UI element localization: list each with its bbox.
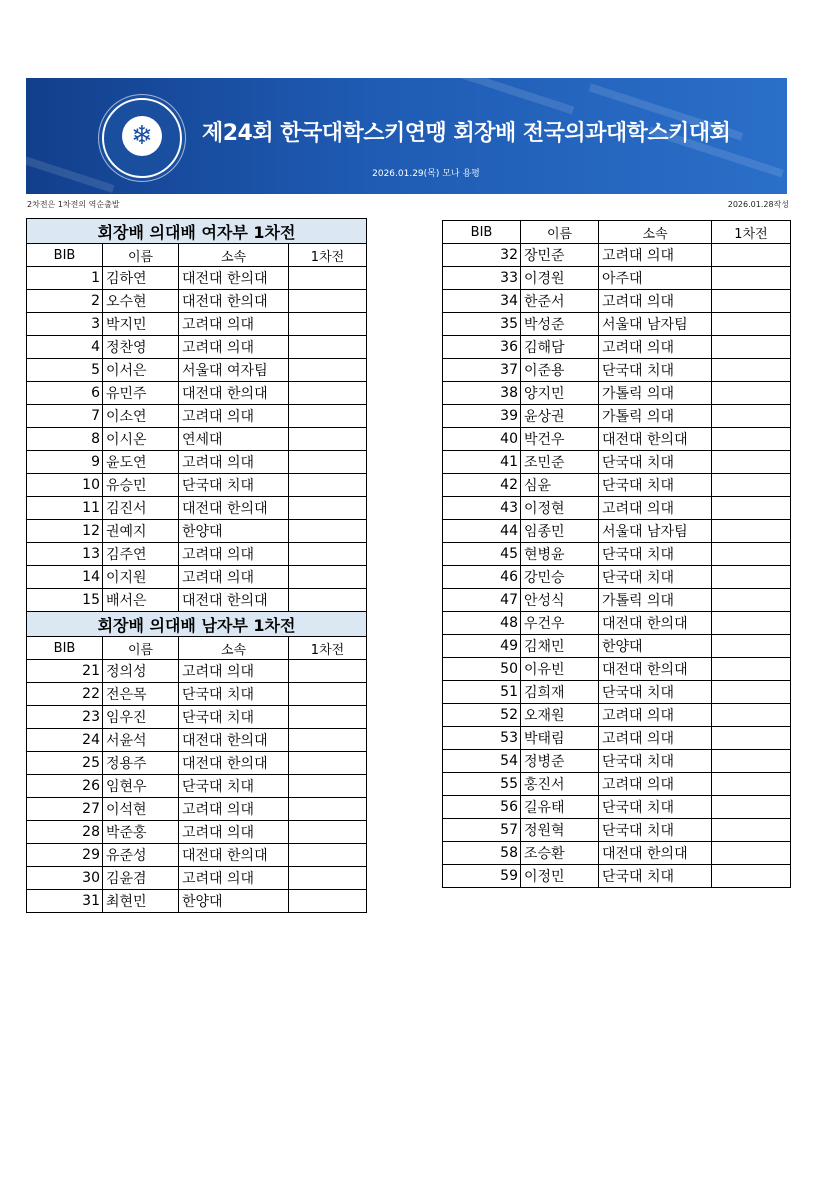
run1-time-cell bbox=[712, 520, 791, 543]
team-cell: 단국대 치대 bbox=[599, 566, 712, 589]
name-cell: 김진서 bbox=[103, 497, 179, 520]
run1-time-cell bbox=[289, 729, 367, 752]
team-cell: 대전대 한의대 bbox=[599, 658, 712, 681]
team-cell: 고려대 의대 bbox=[599, 727, 712, 750]
table-row bbox=[443, 566, 791, 589]
run1-time-cell bbox=[289, 660, 367, 683]
name-cell: 양지민 bbox=[521, 382, 599, 405]
bib-cell: 29 bbox=[27, 844, 103, 867]
name-cell: 홍진서 bbox=[521, 773, 599, 796]
name-cell: 정찬영 bbox=[103, 336, 179, 359]
section-title: 회장배 의대배 남자부 1차전 bbox=[27, 612, 367, 637]
bib-cell: 30 bbox=[27, 867, 103, 890]
run1-time-cell bbox=[289, 520, 367, 543]
table-row bbox=[27, 290, 367, 313]
table-row bbox=[443, 497, 791, 520]
bib-cell: 47 bbox=[443, 589, 521, 612]
team-cell: 대전대 한의대 bbox=[179, 497, 289, 520]
run1-time-cell bbox=[712, 589, 791, 612]
table-row bbox=[443, 773, 791, 796]
start-order-note: 2차전은 1차전의 역순출발 bbox=[27, 200, 120, 209]
column-header-run1: 1차전 bbox=[289, 637, 367, 660]
run1-time-cell bbox=[712, 819, 791, 842]
run1-time-cell bbox=[712, 359, 791, 382]
run1-time-cell bbox=[712, 612, 791, 635]
name-cell: 권예지 bbox=[103, 520, 179, 543]
table-row bbox=[443, 750, 791, 773]
bib-cell: 11 bbox=[27, 497, 103, 520]
table-row bbox=[27, 405, 367, 428]
table-row bbox=[27, 267, 367, 290]
run1-time-cell bbox=[712, 727, 791, 750]
men-start-list-continued bbox=[442, 220, 791, 888]
name-cell: 정용주 bbox=[103, 752, 179, 775]
name-cell: 오재원 bbox=[521, 704, 599, 727]
name-cell: 이지원 bbox=[103, 566, 179, 589]
table-row bbox=[27, 474, 367, 497]
table-row bbox=[27, 775, 367, 798]
table-header-row bbox=[27, 244, 367, 267]
name-cell: 이석현 bbox=[103, 798, 179, 821]
table-row bbox=[443, 727, 791, 750]
team-cell: 가톨릭 의대 bbox=[599, 382, 712, 405]
association-logo bbox=[102, 98, 182, 178]
name-cell: 유민주 bbox=[103, 382, 179, 405]
run1-time-cell bbox=[289, 405, 367, 428]
table-row bbox=[27, 867, 367, 890]
team-cell: 대전대 한의대 bbox=[599, 842, 712, 865]
team-cell: 고려대 의대 bbox=[179, 336, 289, 359]
table-row bbox=[27, 428, 367, 451]
team-cell: 고려대 의대 bbox=[179, 660, 289, 683]
bib-cell: 57 bbox=[443, 819, 521, 842]
name-cell: 박건우 bbox=[521, 428, 599, 451]
women-section-title-row bbox=[27, 219, 367, 244]
table-row bbox=[443, 520, 791, 543]
run1-time-cell bbox=[712, 773, 791, 796]
name-cell: 이정민 bbox=[521, 865, 599, 888]
name-cell: 박성준 bbox=[521, 313, 599, 336]
bib-cell: 6 bbox=[27, 382, 103, 405]
table-row bbox=[27, 798, 367, 821]
run1-time-cell bbox=[289, 890, 367, 913]
name-cell: 배서은 bbox=[103, 589, 179, 612]
run1-time-cell bbox=[712, 313, 791, 336]
run1-time-cell bbox=[712, 635, 791, 658]
team-cell: 고려대 의대 bbox=[179, 313, 289, 336]
table-row bbox=[27, 451, 367, 474]
run1-time-cell bbox=[289, 359, 367, 382]
run1-time-cell bbox=[289, 267, 367, 290]
bib-cell: 13 bbox=[27, 543, 103, 566]
table-row bbox=[443, 681, 791, 704]
run1-time-cell bbox=[712, 267, 791, 290]
bib-cell: 44 bbox=[443, 520, 521, 543]
table-row bbox=[27, 729, 367, 752]
run1-time-cell bbox=[289, 752, 367, 775]
bib-cell: 56 bbox=[443, 796, 521, 819]
bib-cell: 52 bbox=[443, 704, 521, 727]
table-row bbox=[443, 382, 791, 405]
team-cell: 단국대 치대 bbox=[599, 796, 712, 819]
team-cell: 대전대 한의대 bbox=[179, 290, 289, 313]
run1-time-cell bbox=[289, 497, 367, 520]
team-cell: 단국대 치대 bbox=[599, 474, 712, 497]
run1-time-cell bbox=[289, 451, 367, 474]
team-cell: 단국대 치대 bbox=[179, 706, 289, 729]
table-row bbox=[443, 819, 791, 842]
bib-cell: 42 bbox=[443, 474, 521, 497]
run1-time-cell bbox=[712, 336, 791, 359]
run1-time-cell bbox=[712, 382, 791, 405]
written-date: 2026.01.28작성 bbox=[727, 200, 789, 209]
name-cell: 길유태 bbox=[521, 796, 599, 819]
bib-cell: 25 bbox=[27, 752, 103, 775]
column-header-team: 소속 bbox=[179, 244, 289, 267]
team-cell: 고려대 의대 bbox=[179, 543, 289, 566]
name-cell: 강민승 bbox=[521, 566, 599, 589]
name-cell: 유준성 bbox=[103, 844, 179, 867]
team-cell: 대전대 한의대 bbox=[179, 382, 289, 405]
name-cell: 이시온 bbox=[103, 428, 179, 451]
table-row bbox=[443, 244, 791, 267]
bib-cell: 51 bbox=[443, 681, 521, 704]
name-cell: 박준홍 bbox=[103, 821, 179, 844]
bib-cell: 53 bbox=[443, 727, 521, 750]
team-cell: 대전대 한의대 bbox=[179, 729, 289, 752]
bib-cell: 14 bbox=[27, 566, 103, 589]
column-header-run1: 1차전 bbox=[712, 221, 791, 244]
name-cell: 유승민 bbox=[103, 474, 179, 497]
name-cell: 조승환 bbox=[521, 842, 599, 865]
run1-time-cell bbox=[712, 244, 791, 267]
table-row bbox=[27, 752, 367, 775]
name-cell: 윤상권 bbox=[521, 405, 599, 428]
column-header-bib: BIB bbox=[27, 637, 103, 660]
name-cell: 임종민 bbox=[521, 520, 599, 543]
table-row bbox=[27, 706, 367, 729]
bib-cell: 12 bbox=[27, 520, 103, 543]
name-cell: 서윤석 bbox=[103, 729, 179, 752]
run1-time-cell bbox=[289, 683, 367, 706]
header-banner bbox=[26, 78, 787, 194]
run1-time-cell bbox=[289, 474, 367, 497]
bib-cell: 38 bbox=[443, 382, 521, 405]
team-cell: 한양대 bbox=[179, 520, 289, 543]
run1-time-cell bbox=[289, 844, 367, 867]
run1-time-cell bbox=[712, 405, 791, 428]
name-cell: 오수현 bbox=[103, 290, 179, 313]
men-section-title-row bbox=[27, 612, 367, 637]
column-header-name: 이름 bbox=[521, 221, 599, 244]
run1-time-cell bbox=[712, 658, 791, 681]
team-cell: 단국대 치대 bbox=[599, 819, 712, 842]
name-cell: 박태림 bbox=[521, 727, 599, 750]
team-cell: 대전대 한의대 bbox=[179, 752, 289, 775]
run1-time-cell bbox=[289, 382, 367, 405]
name-cell: 한준서 bbox=[521, 290, 599, 313]
bib-cell: 22 bbox=[27, 683, 103, 706]
team-cell: 가톨릭 의대 bbox=[599, 589, 712, 612]
bib-cell: 26 bbox=[27, 775, 103, 798]
table-row bbox=[443, 658, 791, 681]
table-row bbox=[443, 612, 791, 635]
table-row bbox=[443, 865, 791, 888]
team-cell: 한양대 bbox=[179, 890, 289, 913]
run1-time-cell bbox=[289, 313, 367, 336]
name-cell: 전은목 bbox=[103, 683, 179, 706]
bib-cell: 24 bbox=[27, 729, 103, 752]
table-row bbox=[27, 520, 367, 543]
table-row bbox=[27, 589, 367, 612]
team-cell: 대전대 한의대 bbox=[179, 844, 289, 867]
table-row bbox=[443, 474, 791, 497]
team-cell: 고려대 의대 bbox=[599, 704, 712, 727]
table-row bbox=[27, 566, 367, 589]
bib-cell: 21 bbox=[27, 660, 103, 683]
run1-time-cell bbox=[712, 566, 791, 589]
name-cell: 김하연 bbox=[103, 267, 179, 290]
section-title: 회장배 의대배 여자부 1차전 bbox=[27, 219, 367, 244]
column-header-bib: BIB bbox=[443, 221, 521, 244]
name-cell: 심윤 bbox=[521, 474, 599, 497]
table-row bbox=[27, 313, 367, 336]
name-cell: 장민준 bbox=[521, 244, 599, 267]
table-row bbox=[27, 336, 367, 359]
run1-time-cell bbox=[712, 543, 791, 566]
bib-cell: 7 bbox=[27, 405, 103, 428]
table-row bbox=[443, 451, 791, 474]
run1-time-cell bbox=[289, 798, 367, 821]
bib-cell: 15 bbox=[27, 589, 103, 612]
bib-cell: 34 bbox=[443, 290, 521, 313]
column-header-name: 이름 bbox=[103, 637, 179, 660]
women-men-start-list bbox=[26, 218, 367, 913]
column-header-name: 이름 bbox=[103, 244, 179, 267]
bib-cell: 39 bbox=[443, 405, 521, 428]
snowflake-icon: ❄ bbox=[131, 121, 153, 151]
table-row bbox=[443, 704, 791, 727]
team-cell: 고려대 의대 bbox=[599, 336, 712, 359]
team-cell: 연세대 bbox=[179, 428, 289, 451]
bib-cell: 10 bbox=[27, 474, 103, 497]
table-row bbox=[443, 290, 791, 313]
name-cell: 이유빈 bbox=[521, 658, 599, 681]
event-date: 2026.01.29(목) 모나 용평 bbox=[372, 169, 480, 179]
name-cell: 이정현 bbox=[521, 497, 599, 520]
team-cell: 서울대 남자팀 bbox=[599, 313, 712, 336]
name-cell: 김윤겸 bbox=[103, 867, 179, 890]
column-header-team: 소속 bbox=[599, 221, 712, 244]
bib-cell: 31 bbox=[27, 890, 103, 913]
table-row bbox=[443, 796, 791, 819]
bib-cell: 28 bbox=[27, 821, 103, 844]
bib-cell: 40 bbox=[443, 428, 521, 451]
name-cell: 우건우 bbox=[521, 612, 599, 635]
bib-cell: 37 bbox=[443, 359, 521, 382]
team-cell: 단국대 치대 bbox=[599, 750, 712, 773]
team-cell: 고려대 의대 bbox=[599, 773, 712, 796]
table-row bbox=[443, 589, 791, 612]
bib-cell: 3 bbox=[27, 313, 103, 336]
run1-time-cell bbox=[289, 821, 367, 844]
name-cell: 이준용 bbox=[521, 359, 599, 382]
bib-cell: 36 bbox=[443, 336, 521, 359]
team-cell: 고려대 의대 bbox=[179, 451, 289, 474]
team-cell: 고려대 의대 bbox=[599, 290, 712, 313]
run1-time-cell bbox=[289, 543, 367, 566]
name-cell: 김주연 bbox=[103, 543, 179, 566]
run1-time-cell bbox=[712, 290, 791, 313]
bib-cell: 46 bbox=[443, 566, 521, 589]
bib-cell: 2 bbox=[27, 290, 103, 313]
bib-cell: 33 bbox=[443, 267, 521, 290]
name-cell: 정의성 bbox=[103, 660, 179, 683]
bib-cell: 9 bbox=[27, 451, 103, 474]
table-header-row bbox=[27, 637, 367, 660]
run1-time-cell bbox=[712, 451, 791, 474]
run1-time-cell bbox=[289, 867, 367, 890]
name-cell: 현병윤 bbox=[521, 543, 599, 566]
table-row bbox=[27, 359, 367, 382]
team-cell: 단국대 치대 bbox=[599, 543, 712, 566]
team-cell: 단국대 치대 bbox=[599, 451, 712, 474]
run1-time-cell bbox=[712, 497, 791, 520]
run1-time-cell bbox=[712, 681, 791, 704]
table-row bbox=[443, 428, 791, 451]
bib-cell: 4 bbox=[27, 336, 103, 359]
bib-cell: 48 bbox=[443, 612, 521, 635]
bib-cell: 54 bbox=[443, 750, 521, 773]
bib-cell: 43 bbox=[443, 497, 521, 520]
run1-time-cell bbox=[289, 290, 367, 313]
table-row bbox=[27, 821, 367, 844]
bib-cell: 32 bbox=[443, 244, 521, 267]
team-cell: 고려대 의대 bbox=[179, 798, 289, 821]
team-cell: 한양대 bbox=[599, 635, 712, 658]
team-cell: 단국대 치대 bbox=[599, 681, 712, 704]
table-row bbox=[443, 313, 791, 336]
team-cell: 단국대 치대 bbox=[179, 683, 289, 706]
bib-cell: 23 bbox=[27, 706, 103, 729]
bib-cell: 8 bbox=[27, 428, 103, 451]
bib-cell: 55 bbox=[443, 773, 521, 796]
team-cell: 단국대 치대 bbox=[179, 775, 289, 798]
team-cell: 단국대 치대 bbox=[599, 359, 712, 382]
run1-time-cell bbox=[712, 796, 791, 819]
bib-cell: 58 bbox=[443, 842, 521, 865]
run1-time-cell bbox=[289, 566, 367, 589]
run1-time-cell bbox=[289, 336, 367, 359]
name-cell: 이소연 bbox=[103, 405, 179, 428]
table-row bbox=[27, 683, 367, 706]
name-cell: 김해담 bbox=[521, 336, 599, 359]
bib-cell: 27 bbox=[27, 798, 103, 821]
run1-time-cell bbox=[289, 589, 367, 612]
name-cell: 박지민 bbox=[103, 313, 179, 336]
team-cell: 고려대 의대 bbox=[599, 497, 712, 520]
run1-time-cell bbox=[712, 865, 791, 888]
table-row bbox=[443, 267, 791, 290]
team-cell: 고려대 의대 bbox=[179, 867, 289, 890]
table-row bbox=[443, 359, 791, 382]
team-cell: 가톨릭 의대 bbox=[599, 405, 712, 428]
run1-time-cell bbox=[712, 428, 791, 451]
bib-cell: 59 bbox=[443, 865, 521, 888]
team-cell: 단국대 치대 bbox=[599, 865, 712, 888]
column-header-bib: BIB bbox=[27, 244, 103, 267]
run1-time-cell bbox=[712, 704, 791, 727]
table-row bbox=[27, 660, 367, 683]
bib-cell: 45 bbox=[443, 543, 521, 566]
name-cell: 윤도연 bbox=[103, 451, 179, 474]
table-row bbox=[443, 405, 791, 428]
team-cell: 대전대 한의대 bbox=[599, 428, 712, 451]
name-cell: 임현우 bbox=[103, 775, 179, 798]
team-cell: 대전대 한의대 bbox=[599, 612, 712, 635]
name-cell: 김채민 bbox=[521, 635, 599, 658]
name-cell: 이경원 bbox=[521, 267, 599, 290]
bib-cell: 50 bbox=[443, 658, 521, 681]
team-cell: 고려대 의대 bbox=[179, 405, 289, 428]
run1-time-cell bbox=[289, 775, 367, 798]
event-title: 제24회 한국대학스키연맹 회장배 전국의과대학스키대회 bbox=[202, 121, 731, 146]
column-header-team: 소속 bbox=[179, 637, 289, 660]
team-cell: 대전대 한의대 bbox=[179, 267, 289, 290]
name-cell: 조민준 bbox=[521, 451, 599, 474]
bib-cell: 49 bbox=[443, 635, 521, 658]
table-row bbox=[443, 543, 791, 566]
table-row bbox=[27, 543, 367, 566]
run1-time-cell bbox=[289, 428, 367, 451]
run1-time-cell bbox=[712, 842, 791, 865]
team-cell: 대전대 한의대 bbox=[179, 589, 289, 612]
column-header-run1: 1차전 bbox=[289, 244, 367, 267]
team-cell: 고려대 의대 bbox=[179, 821, 289, 844]
team-cell: 고려대 의대 bbox=[599, 244, 712, 267]
table-row bbox=[443, 842, 791, 865]
table-header-row bbox=[443, 221, 791, 244]
team-cell: 서울대 남자팀 bbox=[599, 520, 712, 543]
name-cell: 최현민 bbox=[103, 890, 179, 913]
table-row bbox=[27, 497, 367, 520]
run1-time-cell bbox=[289, 706, 367, 729]
name-cell: 정원혁 bbox=[521, 819, 599, 842]
name-cell: 안성식 bbox=[521, 589, 599, 612]
run1-time-cell bbox=[712, 750, 791, 773]
table-row bbox=[27, 382, 367, 405]
table-row bbox=[27, 844, 367, 867]
name-cell: 이서은 bbox=[103, 359, 179, 382]
table-row bbox=[443, 635, 791, 658]
team-cell: 고려대 의대 bbox=[179, 566, 289, 589]
bib-cell: 35 bbox=[443, 313, 521, 336]
name-cell: 임우진 bbox=[103, 706, 179, 729]
name-cell: 정병준 bbox=[521, 750, 599, 773]
team-cell: 서울대 여자팀 bbox=[179, 359, 289, 382]
name-cell: 김희재 bbox=[521, 681, 599, 704]
bib-cell: 41 bbox=[443, 451, 521, 474]
table-row bbox=[27, 890, 367, 913]
bib-cell: 1 bbox=[27, 267, 103, 290]
team-cell: 아주대 bbox=[599, 267, 712, 290]
team-cell: 단국대 치대 bbox=[179, 474, 289, 497]
bib-cell: 5 bbox=[27, 359, 103, 382]
run1-time-cell bbox=[712, 474, 791, 497]
table-row bbox=[443, 336, 791, 359]
